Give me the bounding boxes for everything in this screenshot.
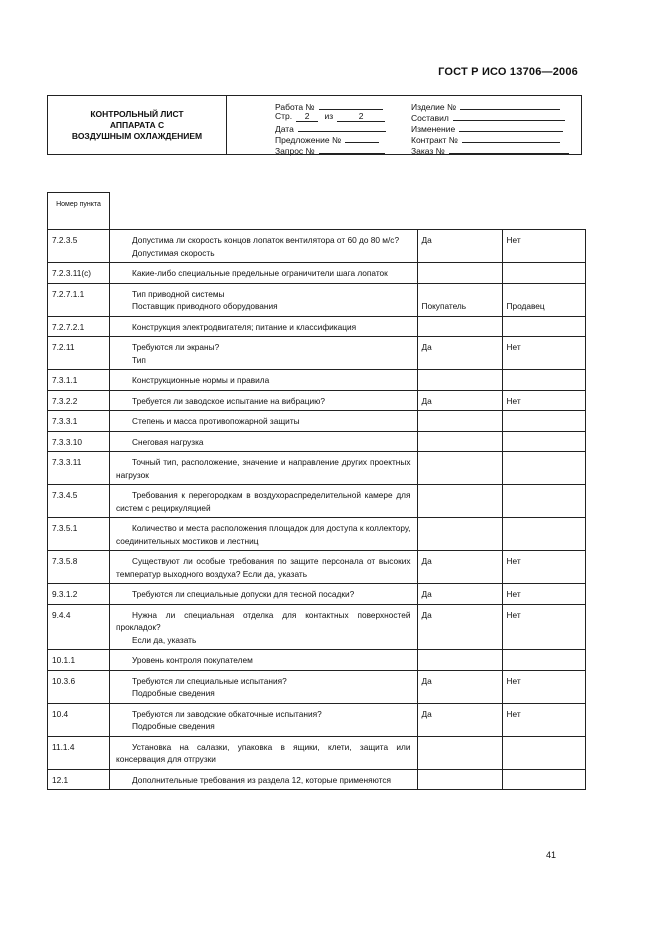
question-text: Уровень контроля покупателем xyxy=(132,655,253,665)
answer-option-2[interactable]: Нет xyxy=(502,390,585,411)
answer-option-1[interactable]: Да xyxy=(417,604,502,650)
answer-option-1[interactable] xyxy=(417,370,502,391)
answer-option-1[interactable]: Да xyxy=(417,703,502,736)
answer-option-1[interactable] xyxy=(417,485,502,518)
form-title-line: АППАРАТА С xyxy=(109,119,165,130)
header-empty-cell xyxy=(110,193,418,230)
question-cell xyxy=(110,604,418,650)
table-row xyxy=(48,316,586,337)
change-input[interactable] xyxy=(459,122,563,132)
answer-option-2[interactable] xyxy=(502,769,585,790)
change-label: Изменение xyxy=(411,124,456,134)
item-number-cell: 7.2.7.2.1 xyxy=(48,316,110,337)
answer-option-1[interactable] xyxy=(417,316,502,337)
header-empty-cell xyxy=(502,193,585,230)
question-text: Требования к перегородкам в воздухораспределительной камере для систем с рециркуляцией xyxy=(116,490,411,513)
question-text: Снеговая нагрузка xyxy=(132,436,204,447)
table-row xyxy=(48,551,586,584)
table-row xyxy=(48,670,586,703)
question-text: Требуются ли специальные допуски для тесной посадки? xyxy=(132,589,355,599)
question-cell xyxy=(110,518,418,551)
item-number-cell: 7.3.1.1 xyxy=(48,370,110,391)
table-row xyxy=(48,411,586,432)
table-row xyxy=(48,370,586,391)
question-cell xyxy=(110,551,418,584)
answer-option-1[interactable]: Да xyxy=(417,670,502,703)
page-value[interactable]: 2 xyxy=(296,112,318,122)
question-text: Требуются ли экраны? xyxy=(132,342,220,352)
header-num-label: Номер пункта xyxy=(56,201,101,208)
question-cell xyxy=(110,390,418,411)
proposal-no-input[interactable] xyxy=(345,133,379,143)
item-number-cell: 9.3.1.2 xyxy=(48,584,110,605)
header-empty-cell xyxy=(417,193,502,230)
form-title-line: ВОЗДУШНЫМ ОХЛАЖДЕНИЕМ xyxy=(71,130,203,141)
question-text: Допустимая скорость xyxy=(132,247,215,258)
form-title-line: КОНТРОЛЬНЫЙ ЛИСТ xyxy=(90,108,184,119)
question-cell xyxy=(110,337,418,370)
header-num-cell xyxy=(48,193,110,230)
request-no-label: Запрос № xyxy=(275,146,315,156)
question-cell xyxy=(110,584,418,605)
answer-option-2[interactable] xyxy=(502,518,585,551)
of-value[interactable]: 2 xyxy=(337,112,385,122)
question-cell xyxy=(110,411,418,432)
table-row xyxy=(48,283,586,316)
work-no-input[interactable] xyxy=(319,100,383,110)
table-row xyxy=(48,604,586,650)
item-number-cell: 7.2.11 xyxy=(48,337,110,370)
contract-no-label: Контракт № xyxy=(411,135,458,145)
answer-option-1[interactable] xyxy=(417,736,502,769)
table-row xyxy=(48,584,586,605)
item-number-cell: 10.3.6 xyxy=(48,670,110,703)
item-number-cell: 10.1.1 xyxy=(48,650,110,671)
answer-option-1[interactable] xyxy=(417,411,502,432)
order-no-field[interactable] xyxy=(411,144,569,156)
table-row xyxy=(48,431,586,452)
question-cell xyxy=(110,283,418,316)
question-text: Подробные сведения xyxy=(132,721,215,731)
work-no-label: Работа № xyxy=(275,102,315,112)
request-no-input[interactable] xyxy=(319,144,385,154)
question-text: Требуются ли заводские обкаточные испытания? xyxy=(132,708,322,719)
answer-option-1[interactable]: Да xyxy=(417,230,502,263)
table-row xyxy=(48,518,586,551)
question-cell xyxy=(110,230,418,263)
answer-option-2[interactable] xyxy=(502,736,585,769)
page-number: 41 xyxy=(546,850,557,860)
item-no-input[interactable] xyxy=(460,100,560,110)
table-header-row xyxy=(48,193,586,230)
item-number-cell: 7.3.5.1 xyxy=(48,518,110,551)
answer-option-2[interactable] xyxy=(502,263,585,284)
item-number-cell: 7.3.3.10 xyxy=(48,431,110,452)
answer-option-1[interactable] xyxy=(417,518,502,551)
question-cell xyxy=(110,703,418,736)
answer-option-1[interactable]: Да xyxy=(417,390,502,411)
answer-option-1[interactable] xyxy=(417,263,502,284)
question-cell xyxy=(110,263,418,284)
question-cell xyxy=(110,370,418,391)
question-text: Тип приводной системы xyxy=(132,288,225,299)
answer-option-2[interactable] xyxy=(502,452,585,485)
item-number-cell: 7.3.2.2 xyxy=(48,390,110,411)
answer-option-1[interactable]: Да xyxy=(417,551,502,584)
order-no-label: Заказ № xyxy=(411,146,445,156)
answer-option-1[interactable]: Да xyxy=(417,584,502,605)
question-cell xyxy=(110,452,418,485)
question-text: Какие-либо специальные предельные ограничители шага лопаток xyxy=(132,268,388,278)
table-row xyxy=(48,769,586,790)
question-text: Конструкция электродвигателя; питание и классификация xyxy=(132,321,357,332)
order-no-input[interactable] xyxy=(449,144,569,154)
item-number-cell: 9.4.4 xyxy=(48,604,110,650)
question-text: Нужна ли специальная отделка для контактных поверхностей прокладок? xyxy=(116,609,411,632)
document-title: ГОСТ Р ИСО 13706—2006 xyxy=(438,66,578,78)
item-number-cell: 7.3.5.8 xyxy=(48,551,110,584)
answer-option-1[interactable] xyxy=(417,431,502,452)
compiled-label: Составил xyxy=(411,113,449,123)
of-label: из xyxy=(324,111,334,121)
question-cell xyxy=(110,769,418,790)
table-row xyxy=(48,703,586,736)
answer-option-2[interactable]: Нет xyxy=(502,604,585,650)
page-field[interactable] xyxy=(275,111,385,122)
proposal-no-label: Предложение № xyxy=(275,135,342,145)
item-number-cell: 7.2.3.11(с) xyxy=(48,263,110,284)
question-cell xyxy=(110,431,418,452)
answer-option-2[interactable]: Нет xyxy=(502,703,585,736)
table-row xyxy=(48,230,586,263)
answer-option-2[interactable]: Нет xyxy=(502,551,585,584)
question-text: Если да, указать xyxy=(132,634,197,645)
item-no-label: Изделие № xyxy=(411,102,457,112)
question-cell xyxy=(110,650,418,671)
form-header xyxy=(47,95,582,155)
form-fields xyxy=(227,96,581,154)
checklist-table xyxy=(47,192,586,790)
question-cell xyxy=(110,670,418,703)
item-number-cell: 7.3.3.1 xyxy=(48,411,110,432)
answer-option-2[interactable] xyxy=(502,485,585,518)
answer-option-2[interactable] xyxy=(502,431,585,452)
answer-option-2[interactable] xyxy=(502,370,585,391)
answer-option-2[interactable]: Нет xyxy=(502,230,585,263)
question-text: Поставщик приводного оборудования xyxy=(132,301,278,311)
question-cell xyxy=(110,316,418,337)
item-number-cell: 7.2.7.1.1 xyxy=(48,283,110,316)
answer-option-2[interactable]: Нет xyxy=(502,584,585,605)
page-label: Стр. xyxy=(275,111,293,121)
date-label: Дата xyxy=(275,124,294,134)
question-text: Тип xyxy=(132,354,146,365)
item-number-cell: 7.2.3.5 xyxy=(48,230,110,263)
question-text: Точный тип, расположение, значение и направление других проектных нагрузок xyxy=(116,457,411,480)
question-text: Существуют ли особые требования по защите персонала от высоких температур выходного воздуха? Если да, указать xyxy=(116,556,411,579)
item-number-cell: 10.4 xyxy=(48,703,110,736)
compiled-input[interactable] xyxy=(453,111,565,121)
answer-option-2[interactable]: Нет xyxy=(502,670,585,703)
answer-option-1[interactable] xyxy=(417,452,502,485)
answer-option-1[interactable] xyxy=(417,650,502,671)
answer-option-1[interactable]: Покупатель xyxy=(417,283,502,316)
table-row xyxy=(48,390,586,411)
question-text: Дополнительные требования из раздела 12, которые применяются xyxy=(132,774,392,785)
table-row xyxy=(48,263,586,284)
item-number-cell: 12.1 xyxy=(48,769,110,790)
table-row xyxy=(48,337,586,370)
item-number-cell: 7.3.3.11 xyxy=(48,452,110,485)
table-row xyxy=(48,485,586,518)
answer-option-2[interactable]: Нет xyxy=(502,337,585,370)
request-no-field[interactable] xyxy=(275,144,385,156)
table-row xyxy=(48,650,586,671)
question-text: Допустима ли скорость концов лопаток вентилятора от 60 до 80 м/с? xyxy=(132,235,400,245)
question-cell xyxy=(110,736,418,769)
answer-option-2[interactable]: Продавец xyxy=(502,283,585,316)
question-text: Подробные сведения xyxy=(132,688,215,698)
question-text: Требуются ли специальные испытания? xyxy=(132,675,287,686)
date-input[interactable] xyxy=(298,122,386,132)
table-row xyxy=(48,736,586,769)
item-number-cell: 7.3.4.5 xyxy=(48,485,110,518)
question-cell xyxy=(110,485,418,518)
answer-option-2[interactable] xyxy=(502,411,585,432)
contract-no-input[interactable] xyxy=(462,133,560,143)
table-row xyxy=(48,452,586,485)
question-text: Требуется ли заводское испытание на вибрацию? xyxy=(132,395,325,406)
question-text: Установка на салазки, упаковка в ящики, клети, защита или консервация для отгрузки xyxy=(116,741,411,764)
question-text: Конструкционные нормы и правила xyxy=(132,375,270,385)
answer-option-1[interactable]: Да xyxy=(417,337,502,370)
question-text: Количество и места расположения площадок для доступа к коллектору, соединительных мостиков и лестниц xyxy=(116,523,411,546)
answer-option-2[interactable] xyxy=(502,650,585,671)
question-text: Степень и масса противопожарной защиты xyxy=(132,416,300,426)
item-number-cell: 11.1.4 xyxy=(48,736,110,769)
answer-option-2[interactable] xyxy=(502,316,585,337)
answer-option-1[interactable] xyxy=(417,769,502,790)
form-title xyxy=(48,96,227,154)
